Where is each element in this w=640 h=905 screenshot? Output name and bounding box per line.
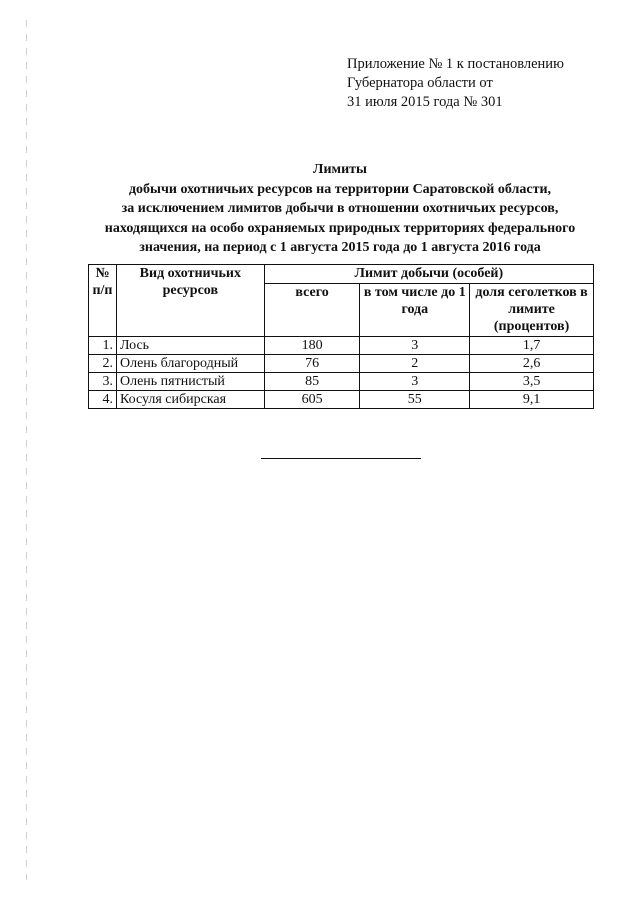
row-under-1-year: 55 (360, 391, 470, 409)
row-number: 3. (89, 373, 117, 391)
row-share: 9,1 (470, 391, 594, 409)
row-under-1-year: 2 (360, 355, 470, 373)
row-species: Косуля сибирская (116, 391, 264, 409)
row-total: 76 (264, 355, 360, 373)
heading-line-2: за исключением лимитов добычи в отношении охотничьих ресурсов, (121, 201, 559, 216)
scan-margin-mark (26, 20, 27, 880)
annex-reference (347, 55, 564, 112)
header-number: № п/п (89, 265, 117, 337)
header-limit: Лимит добычи (особей) (264, 265, 593, 284)
row-share: 2,6 (470, 355, 594, 373)
header-under-1-year: в том числе до 1 года (360, 284, 470, 337)
heading-line-3: находящихся на особо охраняемых природных территориях федерального (104, 220, 576, 236)
heading-title: Лимиты (313, 162, 367, 177)
row-share: 3,5 (470, 373, 594, 391)
header-species: Вид охотничьих ресурсов (116, 265, 264, 337)
heading-line-4: значения, на период с 1 августа 2015 года до 1 августа 2016 года (139, 240, 541, 255)
row-share: 1,7 (470, 337, 594, 355)
annex-line-3: 31 июля 2015 года № 301 (347, 94, 503, 110)
table-row (89, 337, 594, 355)
table-row (89, 355, 594, 373)
row-number: 2. (89, 355, 117, 373)
heading-line-1: добычи охотничьих ресурсов на территории Саратовской области, (128, 181, 552, 197)
limits-table (88, 264, 594, 409)
table-row (89, 391, 594, 409)
header-share-percent: доля сеголетков в лимите (процентов) (470, 284, 594, 337)
row-number: 1. (89, 337, 117, 355)
row-total: 180 (264, 337, 360, 355)
row-total: 605 (264, 391, 360, 409)
row-species: Лось (116, 337, 264, 355)
annex-line-2: Губернатора области от (347, 75, 493, 91)
row-species: Олень пятнистый (116, 373, 264, 391)
row-species: Олень благородный (116, 355, 264, 373)
end-of-document-rule (261, 458, 421, 459)
header-total: всего (264, 284, 360, 337)
row-total: 85 (264, 373, 360, 391)
row-under-1-year: 3 (360, 373, 470, 391)
table-row (89, 373, 594, 391)
document-heading (84, 160, 596, 258)
row-number: 4. (89, 391, 117, 409)
annex-line-1: Приложение № 1 к постановлению (347, 56, 564, 72)
row-under-1-year: 3 (360, 337, 470, 355)
